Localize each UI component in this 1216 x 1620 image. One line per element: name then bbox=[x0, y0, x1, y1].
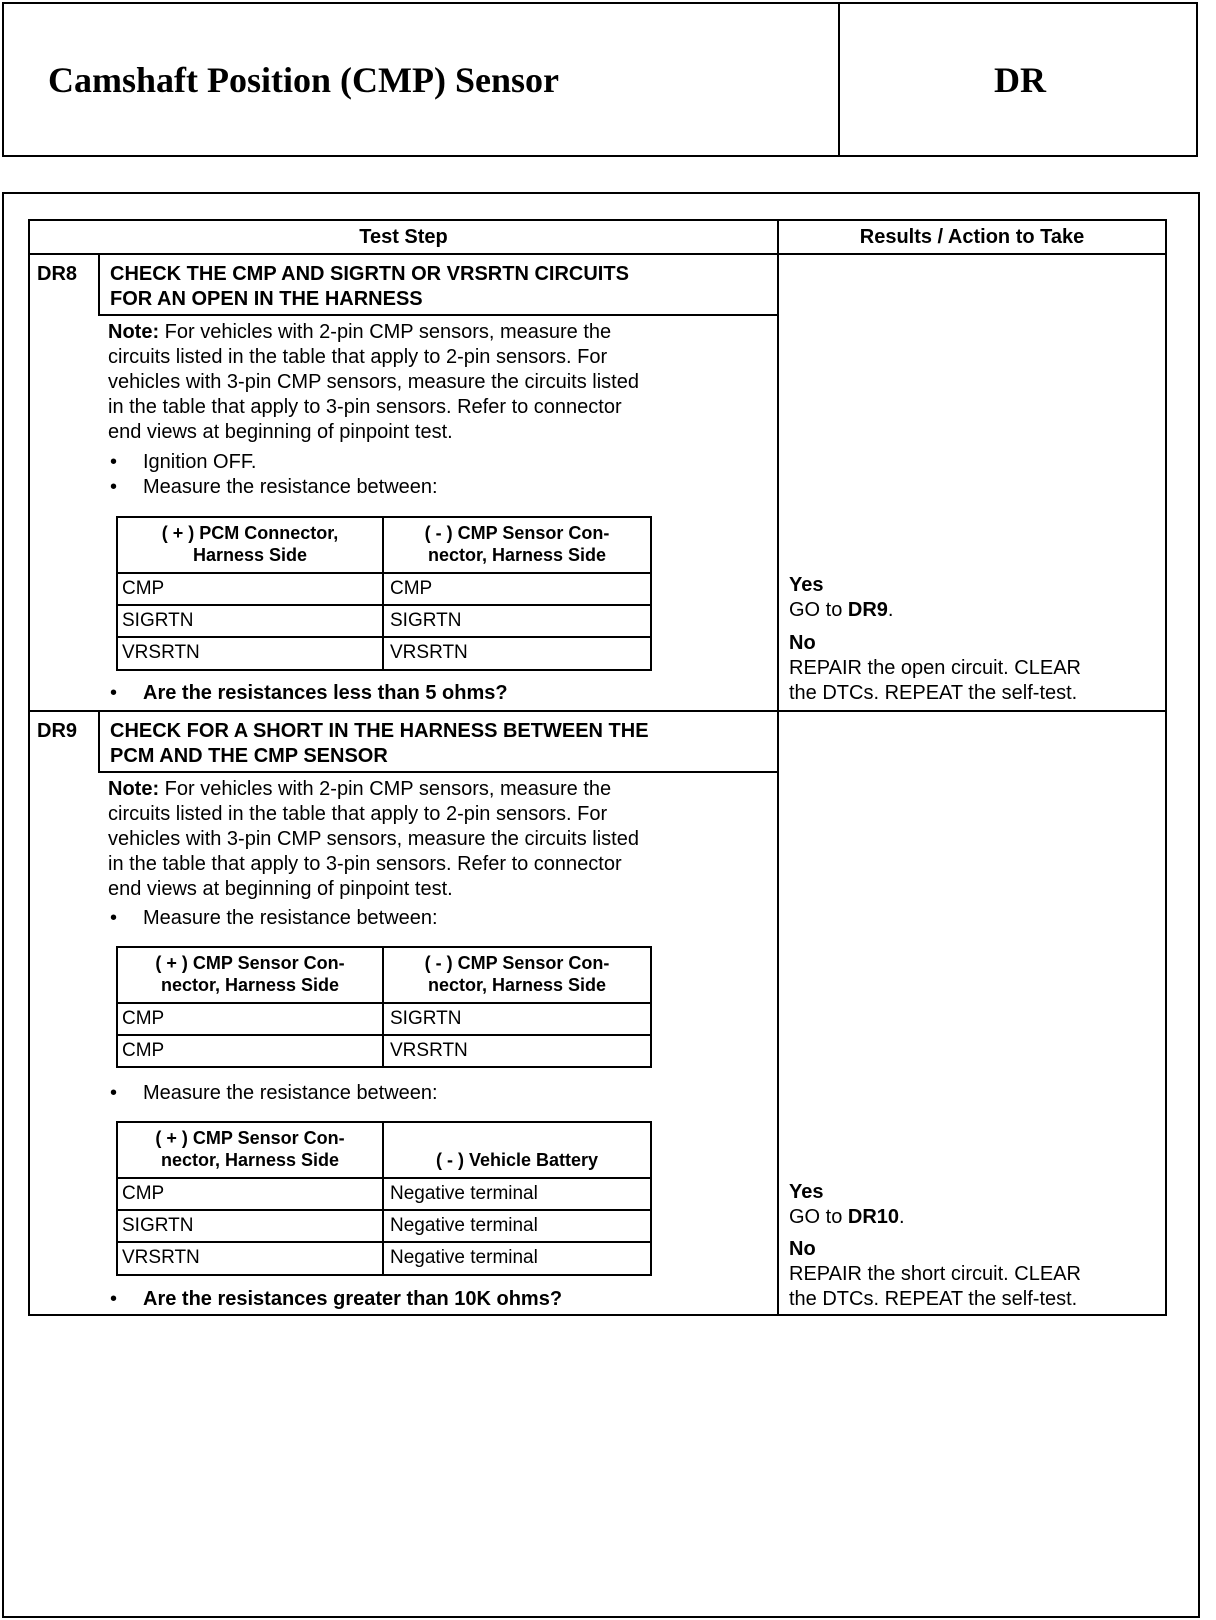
sub-header-2 bbox=[384, 522, 650, 566]
step-title-line1: CHECK FOR A SHORT IN THE HARNESS BETWEEN THE bbox=[110, 720, 649, 742]
goto-link[interactable]: DR9 bbox=[847, 599, 888, 621]
yes-label: Yes bbox=[789, 574, 824, 596]
sub-row-line bbox=[118, 1002, 650, 1004]
dr8-end-line bbox=[28, 710, 1167, 712]
note-line2: circuits listed in the table that apply to 2-pin sensors. For bbox=[108, 346, 608, 368]
sub-row-line bbox=[118, 1034, 650, 1036]
col-header-test-step: Test Step bbox=[359, 226, 448, 248]
dr9-title-line bbox=[98, 771, 779, 773]
bullet-text: Measure the resistance between: bbox=[143, 907, 438, 929]
measure-table bbox=[116, 516, 652, 671]
sub-header-1 bbox=[118, 952, 382, 996]
table-cell: Negative terminal bbox=[390, 1247, 538, 1268]
measure-table bbox=[116, 1121, 652, 1276]
yes-action: GO to DR9. bbox=[789, 599, 894, 621]
note-label: Note: bbox=[108, 778, 160, 800]
no-label: No bbox=[789, 632, 816, 654]
sub-row-line bbox=[118, 636, 650, 638]
sub-header-2: ( - ) Vehicle Battery bbox=[435, 1150, 599, 1170]
table-cell: SIGRTN bbox=[122, 1215, 194, 1236]
sub-header-text: nector, Harness Side bbox=[160, 1150, 340, 1170]
table-cell: SIGRTN bbox=[122, 610, 194, 631]
step-title-line1: CHECK THE CMP AND SIGRTN OR VRSRTN CIRCUITS bbox=[110, 263, 629, 285]
step-question: Are the resistances less than 5 ohms? bbox=[143, 682, 508, 704]
yes-action-text: GO to bbox=[789, 1206, 848, 1228]
sub-header-text: ( + ) CMP Sensor Con- bbox=[155, 1128, 345, 1148]
sub-header-text: ( - ) CMP Sensor Con- bbox=[424, 523, 610, 543]
table-cell: SIGRTN bbox=[390, 610, 462, 631]
no-action-line2: the DTCs. REPEAT the self-test. bbox=[789, 1288, 1078, 1310]
sub-header-1 bbox=[118, 522, 382, 566]
note-line4: in the table that apply to 3-pin sensors. Refer to connector bbox=[108, 853, 622, 875]
header-divider bbox=[838, 4, 840, 155]
note-line3: vehicles with 3-pin CMP sensors, measure the circuits listed bbox=[108, 828, 639, 850]
sub-row-line bbox=[118, 604, 650, 606]
step-title-line2: FOR AN OPEN IN THE HARNESS bbox=[110, 288, 423, 310]
table-cell: CMP bbox=[122, 1183, 165, 1204]
table-cell: VRSRTN bbox=[390, 1040, 468, 1061]
table-cell: CMP bbox=[122, 1008, 165, 1029]
table-cell: Negative terminal bbox=[390, 1183, 538, 1204]
table-bottom-line bbox=[28, 1314, 1167, 1316]
yes-action-text: GO to bbox=[789, 599, 848, 621]
note-line4: in the table that apply to 3-pin sensors. Refer to connector bbox=[108, 396, 622, 418]
note-line1 bbox=[108, 320, 611, 345]
table-cell: CMP bbox=[390, 578, 433, 599]
note-text: For vehicles with 2-pin CMP sensors, measure the bbox=[159, 778, 612, 800]
yes-action: GO to DR10. bbox=[789, 1206, 905, 1228]
sub-header-text: ( + ) PCM Connector, bbox=[161, 523, 339, 543]
table-right-line bbox=[1165, 219, 1167, 1316]
no-action-line1: REPAIR the short circuit. CLEAR bbox=[789, 1263, 1081, 1285]
bullet-text: Ignition OFF. bbox=[143, 451, 257, 473]
dr8-id-divider bbox=[98, 255, 100, 315]
table-top-line bbox=[28, 219, 1167, 221]
table-cell: Negative terminal bbox=[390, 1215, 538, 1236]
goto-link[interactable]: DR10 bbox=[847, 1206, 900, 1228]
table-cell: VRSRTN bbox=[122, 1247, 200, 1268]
step-id: DR9 bbox=[37, 720, 78, 742]
table-left-line bbox=[28, 219, 30, 1316]
table-cell: SIGRTN bbox=[390, 1008, 462, 1029]
column-divider bbox=[777, 219, 779, 1316]
no-action-line1: REPAIR the open circuit. CLEAR bbox=[789, 657, 1081, 679]
no-action-line2: the DTCs. REPEAT the self-test. bbox=[789, 682, 1078, 704]
yes-label: Yes bbox=[789, 1181, 824, 1203]
bullet-text: Measure the resistance between: bbox=[143, 1082, 438, 1104]
sub-col-line bbox=[382, 1123, 384, 1274]
sub-header-text: nector, Harness Side bbox=[160, 975, 340, 995]
sub-header-text: Harness Side bbox=[192, 545, 308, 565]
bullet-icon: • bbox=[110, 476, 118, 498]
sub-row-line bbox=[118, 1241, 650, 1243]
sub-header-text: ( + ) CMP Sensor Con- bbox=[155, 953, 345, 973]
step-title-line2: PCM AND THE CMP SENSOR bbox=[110, 745, 388, 767]
note-line1 bbox=[108, 777, 611, 802]
header-row-line bbox=[28, 253, 1167, 255]
table-cell: CMP bbox=[122, 1040, 165, 1061]
dr8-title-line bbox=[98, 314, 779, 316]
bullet-text: Measure the resistance between: bbox=[143, 476, 438, 498]
page-title: Camshaft Position (CMP) Sensor bbox=[48, 60, 559, 100]
bullet-icon: • bbox=[110, 907, 118, 929]
bullet-icon: • bbox=[110, 1288, 118, 1310]
section-code: DR bbox=[994, 60, 1046, 100]
step-id: DR8 bbox=[37, 263, 78, 285]
table-cell: CMP bbox=[122, 578, 165, 599]
sub-header-text: nector, Harness Side bbox=[427, 975, 607, 995]
sub-header-text: nector, Harness Side bbox=[427, 545, 607, 565]
note-line3: vehicles with 3-pin CMP sensors, measure the circuits listed bbox=[108, 371, 639, 393]
bullet-icon: • bbox=[110, 682, 118, 704]
sub-header-1 bbox=[118, 1127, 382, 1171]
table-cell: VRSRTN bbox=[390, 642, 468, 663]
page-header bbox=[2, 2, 1198, 157]
table-cell: VRSRTN bbox=[122, 642, 200, 663]
note-text: For vehicles with 2-pin CMP sensors, measure the bbox=[159, 321, 612, 343]
note-label: Note: bbox=[108, 321, 160, 343]
note-line5: end views at beginning of pinpoint test. bbox=[108, 421, 453, 443]
bullet-icon: • bbox=[110, 451, 118, 473]
dr9-id-divider bbox=[98, 712, 100, 772]
note-line5: end views at beginning of pinpoint test. bbox=[108, 878, 453, 900]
sub-row-line bbox=[118, 1177, 650, 1179]
measure-table bbox=[116, 946, 652, 1068]
sub-header-text: ( - ) CMP Sensor Con- bbox=[424, 953, 610, 973]
col-header-results: Results / Action to Take bbox=[859, 226, 1085, 248]
note-line2: circuits listed in the table that apply to 2-pin sensors. For bbox=[108, 803, 608, 825]
no-label: No bbox=[789, 1238, 816, 1260]
step-question: Are the resistances greater than 10K ohms? bbox=[143, 1288, 563, 1310]
sub-row-line bbox=[118, 1209, 650, 1211]
bullet-icon: • bbox=[110, 1082, 118, 1104]
sub-header-2 bbox=[384, 952, 650, 996]
sub-row-line bbox=[118, 572, 650, 574]
